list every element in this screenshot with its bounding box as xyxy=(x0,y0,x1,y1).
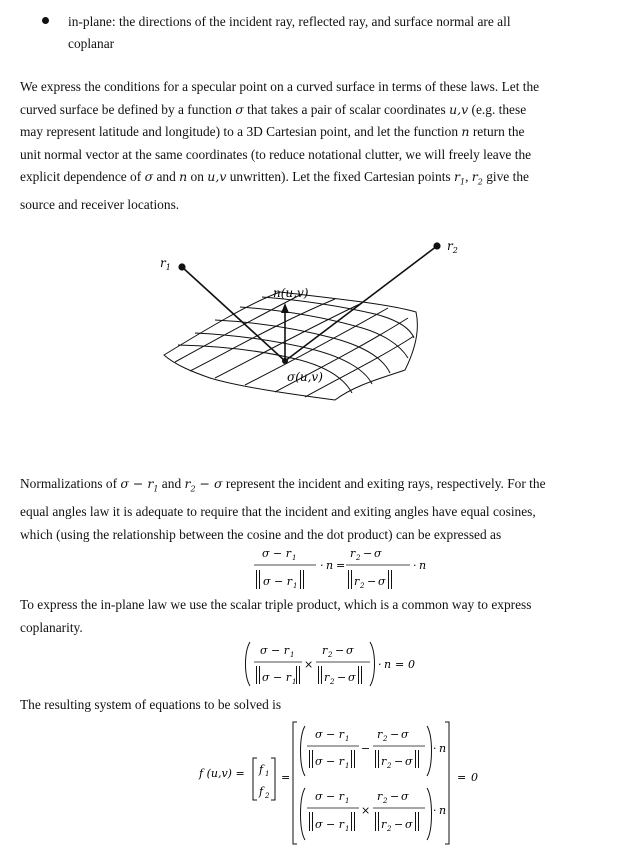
svg-text:2: 2 xyxy=(328,651,333,659)
svg-text:2: 2 xyxy=(265,792,270,800)
reflected-ray xyxy=(285,246,437,361)
svg-text:−: − xyxy=(337,671,347,684)
svg-text:σ − r: σ − r xyxy=(315,818,344,831)
svg-text:2: 2 xyxy=(383,797,388,805)
svg-text:0: 0 xyxy=(471,771,478,784)
svg-text:=: = xyxy=(457,771,467,784)
bullet-text-line2: coplanar xyxy=(68,35,115,51)
svg-text:σ: σ xyxy=(401,728,409,741)
svg-text:σ: σ xyxy=(348,671,356,684)
svg-text:1: 1 xyxy=(292,678,297,686)
svg-text:−: − xyxy=(363,547,373,560)
svg-text:σ − r: σ − r xyxy=(262,671,291,684)
paragraph-conditions: We express the conditions for a specular point on a curved surface in terms of these laws. Let the curved surface be defined by a function σ that takes a pair of scalar coordinates u,v (e.g. these may represent latitude and longitude) to a 3D Cartesian point, and let the function n return the unit normal vector at the same coordinates (to reduce notational clutter, we will freely leave the explicit dependence of σ and n on u,v unwritten). Let the fixed Cartesian points $r_1$, $r_2$ give the source and receiver locations. xyxy=(20,79,540,212)
svg-text:=: = xyxy=(395,658,405,671)
uv-symbol: u,v xyxy=(207,169,227,184)
svg-text:·: · xyxy=(433,804,437,817)
svg-text:−: − xyxy=(361,742,371,755)
para2-line1c: represent the incident and exiting rays, respectively. For the xyxy=(222,476,546,491)
svg-text:r: r xyxy=(354,575,360,588)
specular-point xyxy=(282,358,288,364)
para1-line6: source and receiver locations. xyxy=(20,197,180,212)
svg-text:n: n xyxy=(419,559,427,572)
paragraph-normalizations xyxy=(20,473,606,546)
svg-text:n: n xyxy=(439,804,447,817)
svg-text:σ: σ xyxy=(405,755,413,768)
para3-line2: coplanarity. xyxy=(20,619,83,635)
paragraph-system xyxy=(20,694,606,717)
para1-line5e: give the xyxy=(482,169,529,184)
svg-text:1: 1 xyxy=(345,735,350,743)
source-point xyxy=(178,263,185,270)
svg-text:−: − xyxy=(394,818,404,831)
svg-text:σ − r: σ − r xyxy=(315,790,344,803)
svg-text:f (u,v) =: f (u,v) = xyxy=(199,767,245,780)
svg-text:σ: σ xyxy=(401,790,409,803)
sigma-symbol: σ xyxy=(144,169,154,184)
svg-text:1: 1 xyxy=(265,770,270,778)
svg-text:2: 2 xyxy=(387,825,392,833)
svg-text:σ: σ xyxy=(378,575,386,588)
svg-text:n: n xyxy=(439,742,447,755)
equation-coplanarity xyxy=(240,638,430,690)
para1-line2a: curved surface be defined by a function xyxy=(20,101,236,117)
svg-text:−: − xyxy=(394,755,404,768)
para1-line5a: explicit dependence of xyxy=(20,169,145,184)
uv-symbol: u,v xyxy=(449,101,469,117)
svg-text:·: · xyxy=(378,658,382,671)
svg-text:−: − xyxy=(335,644,345,657)
svg-text:r: r xyxy=(381,755,387,768)
para1-line3: may represent latitude and longitude) to a 3D Cartesian point, and let the function xyxy=(20,124,462,139)
para1-line2b: that takes a pair of scalar coordinates xyxy=(243,101,450,117)
svg-text:σ: σ xyxy=(374,547,382,560)
point-label: σ(u,v) xyxy=(287,370,323,384)
para1-line4: unit normal vector at the same coordinates (to reduce notational clutter, we will freely leave the xyxy=(20,146,532,162)
para1-line5d: unwritten). Let the fixed Cartesian points xyxy=(226,169,454,184)
para1-line3b: return the xyxy=(469,124,525,139)
svg-text:0: 0 xyxy=(408,658,415,671)
svg-text:f: f xyxy=(259,785,264,798)
sigma-minus-r1: $\sigma - r_1$ xyxy=(120,476,159,494)
svg-text:n: n xyxy=(326,559,334,572)
para1-line5b: and xyxy=(153,169,180,184)
equation-equal-angles xyxy=(250,545,430,593)
svg-text:2: 2 xyxy=(360,582,365,590)
r2-label: $r_2$ xyxy=(447,239,458,255)
svg-text:=: = xyxy=(336,559,346,572)
svg-text:−: − xyxy=(390,728,400,741)
bullet-item xyxy=(68,11,588,54)
bullet-dot xyxy=(42,17,49,24)
svg-text:2: 2 xyxy=(356,554,361,562)
svg-text:σ − r: σ − r xyxy=(315,755,344,768)
svg-text:1: 1 xyxy=(290,651,295,659)
para4-line1: The resulting system of equations to be solved is xyxy=(20,697,282,712)
svg-text:r: r xyxy=(322,644,328,657)
svg-text:σ − r: σ − r xyxy=(260,644,289,657)
svg-text:2: 2 xyxy=(330,678,335,686)
sigma-symbol: σ xyxy=(235,101,244,117)
svg-text:σ − r: σ − r xyxy=(262,547,291,560)
svg-text:r: r xyxy=(377,728,383,741)
receiver-point xyxy=(433,242,440,249)
r2-minus-sigma: $r_2 - \sigma$ xyxy=(184,476,223,494)
svg-text:1: 1 xyxy=(293,582,298,590)
n-symbol: n xyxy=(179,169,188,184)
svg-text:×: × xyxy=(304,658,314,671)
para2-line3: which (using the relationship between the cosine and the dot product) can be expressed as xyxy=(20,526,502,542)
svg-text:r: r xyxy=(350,547,356,560)
svg-text:n: n xyxy=(384,658,392,671)
svg-text:1: 1 xyxy=(345,825,350,833)
para1-line1: We express the conditions for a specular point on a curved surface in terms of these laws. Let the xyxy=(20,79,540,94)
svg-text:r: r xyxy=(381,818,387,831)
equation-system xyxy=(195,718,485,848)
svg-text:−: − xyxy=(390,790,400,803)
para1-line2c: (e.g. these xyxy=(468,101,527,117)
normal-label: n(u,v) xyxy=(273,286,309,300)
incident-ray xyxy=(182,267,285,361)
svg-text:σ − r: σ − r xyxy=(263,575,292,588)
svg-text:×: × xyxy=(361,804,371,817)
svg-text:r: r xyxy=(377,790,383,803)
svg-text:1: 1 xyxy=(292,554,297,562)
paragraph-in-plane xyxy=(20,594,606,639)
svg-text:2: 2 xyxy=(383,735,388,743)
svg-text:1: 1 xyxy=(345,762,350,770)
svg-text:σ: σ xyxy=(346,644,354,657)
para2-line2: equal angles law it is adequate to require that the incident and exiting angles have equal cosines, xyxy=(20,504,536,519)
bullet-text-line1: in-plane: the directions of the incident ray, reflected ray, and surface normal are all xyxy=(68,14,511,29)
svg-text:·: · xyxy=(433,742,437,755)
svg-text:r: r xyxy=(324,671,330,684)
para2-line1b: and xyxy=(158,476,185,491)
para2-line1a: Normalizations of xyxy=(20,476,121,491)
svg-text:σ: σ xyxy=(405,818,413,831)
para1-line5c: on xyxy=(187,169,208,184)
specular-figure xyxy=(0,230,631,410)
r1-label: $r_1$ xyxy=(160,256,171,272)
svg-text:1: 1 xyxy=(345,797,350,805)
para3-line1: To express the in-plane law we use the scalar triple product, which is a common way to express xyxy=(20,597,532,612)
r2-symbol: $r_2$ xyxy=(471,169,483,187)
svg-text:2: 2 xyxy=(387,762,392,770)
svg-text:σ − r: σ − r xyxy=(315,728,344,741)
svg-text:=: = xyxy=(281,771,291,784)
svg-text:f: f xyxy=(259,763,264,776)
n-symbol: n xyxy=(461,124,470,139)
r1-symbol: $r_1$ xyxy=(453,169,466,187)
svg-text:·: · xyxy=(413,559,417,572)
svg-text:·: · xyxy=(320,559,324,572)
svg-text:−: − xyxy=(367,575,377,588)
